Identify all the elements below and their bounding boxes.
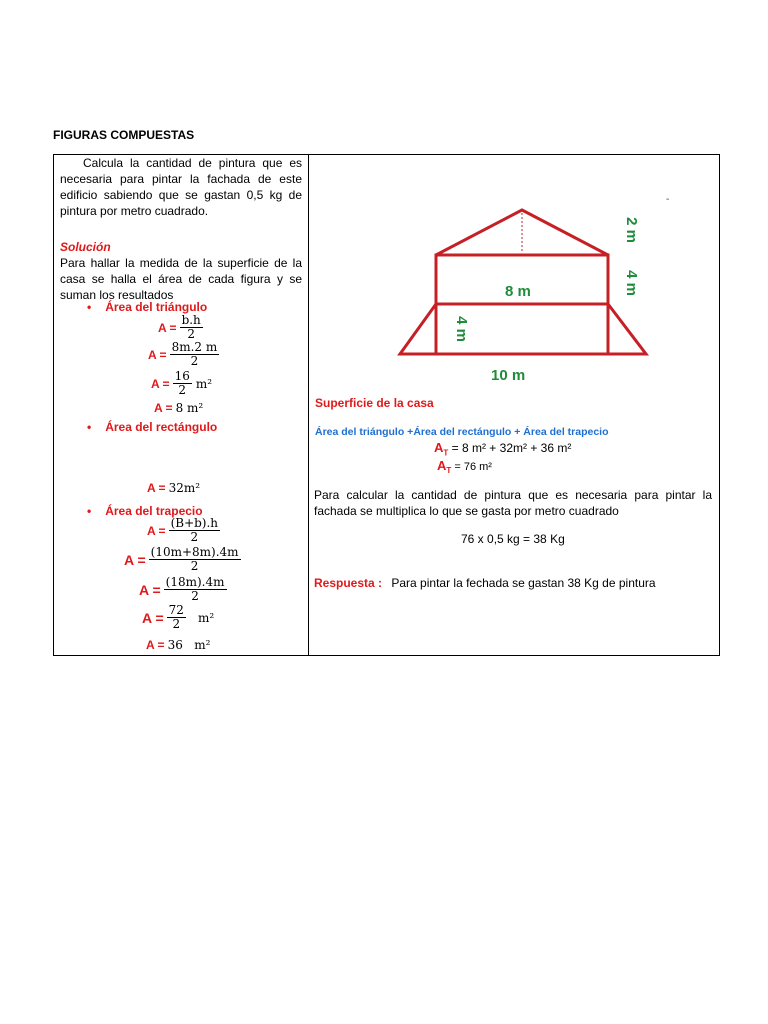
label-triangle-height: 2 m: [623, 217, 640, 243]
formula-lhs: A =: [154, 401, 173, 415]
fraction-denominator: 2: [190, 530, 199, 544]
rectangle-heading-label: Área del rectángulo: [105, 420, 218, 434]
answer-label: Respuesta :: [314, 576, 383, 590]
formula-lhs: A =: [147, 481, 166, 495]
trapezoid-result: [146, 638, 210, 652]
fraction-denominator: 2: [172, 617, 181, 631]
fraction-denominator: 2: [190, 559, 199, 573]
triangle-formula-3: [151, 370, 212, 397]
house-diagram: [309, 155, 719, 395]
triangle-heading-label: Área del triángulo: [105, 300, 208, 314]
triangle-formula-1: [158, 314, 203, 341]
label-rect-height: 4 m: [623, 270, 640, 296]
triangle-result: [154, 401, 203, 415]
formula-result: 36 m²: [167, 638, 211, 652]
answer-text: Para pintar la fechada se gastan 38 Kg de pintura: [391, 576, 656, 590]
label-top-width: 8 m: [505, 283, 531, 300]
fraction-numerator: (18m).4m: [165, 575, 225, 589]
solution-heading: Solución: [60, 240, 111, 254]
triangle-shape: [436, 210, 608, 255]
sum-line: Área del triángulo +Área del rectángulo + Área del trapecio: [315, 426, 609, 438]
bullet-icon: •: [87, 420, 92, 434]
trapezoid-heading-label: Área del trapecio: [105, 504, 203, 518]
formula-result: 8 m²: [175, 401, 204, 415]
formula-unit: m²: [195, 376, 213, 391]
total-area-line-2: [437, 458, 492, 475]
bullet-icon: •: [87, 300, 92, 314]
triangle-formula-2: [148, 341, 219, 368]
formula-lhs: A =: [124, 551, 146, 568]
fraction-numerator: b.h: [181, 313, 201, 327]
trapezoid-formula-4: [142, 604, 214, 631]
problem-statement: Calcula la cantidad de pintura que es necesaria para pintar la fachada de este edificio sabiendo que se gastan 0,5 kg de pintura por metro cuadrado.: [60, 156, 302, 218]
rectangle-result: [147, 481, 200, 495]
bullet-icon: •: [87, 504, 92, 518]
total-area-symbol: A: [437, 458, 447, 473]
fraction-denominator: 2: [178, 383, 187, 397]
total-area-sum: = 8 m² + 32m² + 36 m²: [451, 441, 572, 455]
paint-calculation: 76 x 0,5 kg = 38 Kg: [461, 532, 565, 546]
total-area-result: = 76 m²: [454, 461, 492, 473]
fraction-denominator: 2: [187, 327, 195, 341]
answer: [314, 576, 656, 590]
label-trap-height: 4 m: [453, 316, 470, 342]
fraction-denominator: 2: [191, 589, 199, 603]
fraction-numerator: 16: [174, 369, 190, 383]
fraction-numerator: 72: [168, 603, 184, 617]
fraction-denominator: 2: [190, 354, 199, 368]
formula-result: 32m²: [168, 481, 201, 495]
label-bottom-width: 10 m: [491, 367, 526, 384]
total-area-subscript: T: [446, 466, 452, 476]
formula-lhs: A =: [148, 347, 167, 362]
solution-text: Para hallar la medida de la superficie de la casa se halla el área de cada figura y se suman los resultados: [60, 256, 302, 302]
formula-unit: m²: [197, 610, 215, 625]
triangle-heading: [87, 300, 207, 314]
fraction-numerator: (B+b).h: [170, 516, 219, 530]
fraction-numerator: (10m+8m).4m: [150, 545, 239, 559]
total-area-symbol: A: [434, 440, 444, 455]
formula-lhs: A =: [139, 581, 161, 598]
trapezoid-formula-3: [139, 576, 227, 603]
page-title: FIGURAS COMPUESTAS: [53, 128, 195, 142]
fraction-numerator: 8m.2 m: [171, 340, 218, 354]
trapezoid-formula-1: [147, 517, 220, 544]
rectangle-heading: [87, 420, 217, 434]
formula-lhs: A =: [151, 376, 170, 391]
total-area-subscript: T: [443, 448, 449, 458]
surface-heading: Superficie de la casa: [315, 396, 434, 410]
formula-lhs: A =: [158, 320, 177, 335]
diagram-mark: -: [666, 194, 670, 205]
total-area-line-1: [434, 440, 571, 457]
content-table: [53, 154, 720, 656]
formula-lhs: A =: [147, 523, 166, 538]
formula-lhs: A =: [146, 638, 165, 652]
paint-explanation: Para calcular la cantidad de pintura que es necesaria para pintar la fachada se multiplica lo que se gasta por metro cuadrado: [314, 488, 712, 518]
formula-lhs: A =: [142, 609, 164, 626]
trapezoid-formula-2: [124, 546, 241, 573]
